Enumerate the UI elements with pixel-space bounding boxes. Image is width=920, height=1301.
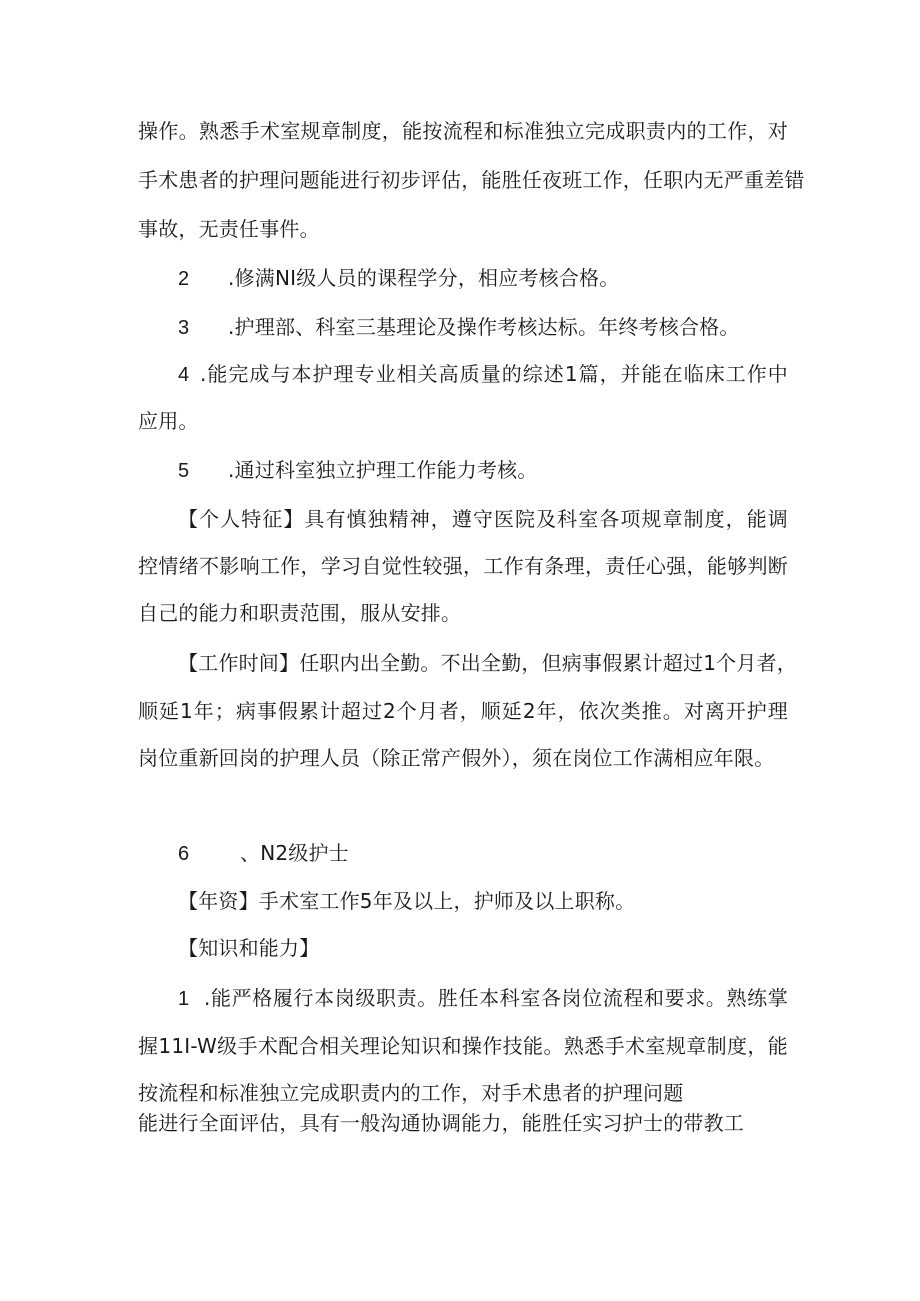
list-item-5 (178, 457, 788, 484)
section-title: 、N2级护士 (240, 841, 349, 865)
seniority-line: 【年资】手术室工作5年及以上，护师及以上职称。 (178, 889, 636, 913)
personal-line-3: 自己的能力和职责范围，服从安排。 (138, 601, 462, 625)
list-item-2 (178, 265, 788, 292)
para1-line-2: 手术患者的护理问题能进行初步评估，能胜任夜班工作，任职内无严重差错 (138, 168, 805, 192)
item-number: 1 (178, 988, 190, 1010)
item-number: 3 (178, 317, 190, 339)
worktime-line-1: 【工作时间】任职内出全勤。不出全勤，但病事假累计超过1个月者， (178, 651, 797, 675)
item1-line-3: 按流程和标准独立完成职责内的工作，对手术患者的护理问题 (138, 1081, 684, 1105)
worktime-line-2: 顺延1年；病事假累计超过2个月者，顺延2年，依次类推。对离开护理 (138, 699, 788, 723)
para1-line-3: 事故，无责任事件。 (138, 217, 320, 241)
item-text: .修满NI级人员的课程学分，相应考核合格。 (228, 266, 620, 290)
item-text: .能完成与本护理专业相关高质量的综述1篇，并能在临床工作中 (200, 362, 788, 386)
item-number: 4 (178, 364, 190, 386)
item-text: .能严格履行本岗级职责。胜任本科室各岗位流程和要求。熟练掌 (204, 986, 788, 1010)
item1-line-4: 能进行全面评估，具有一般沟通协调能力，能胜任实习护士的带教工 (138, 1111, 744, 1135)
item-number: 5 (178, 460, 190, 482)
para1-line-1: 操作。熟悉手术室规章制度，能按流程和标准独立完成职责内的工作，对 (138, 119, 788, 143)
item-number: 2 (178, 268, 190, 290)
item-text: .通过科室独立护理工作能力考核。 (228, 458, 538, 482)
list-item-4-cont: 应用。 (138, 409, 199, 433)
list-item-1 (178, 985, 788, 1012)
personal-line-1: 【个人特征】具有慎独精神，遵守医院及科室各项规章制度，能调 (178, 507, 788, 531)
section-heading-n2 (178, 840, 788, 867)
list-item-4 (178, 361, 788, 388)
item-text: .护理部、科室三基理论及操作考核达标。年终考核合格。 (228, 315, 740, 339)
knowledge-heading: 【知识和能力】 (178, 936, 320, 960)
section-number: 6 (178, 843, 190, 865)
list-item-3 (178, 314, 788, 341)
item1-line-2: 握11I-W级手术配合相关理论知识和操作技能。熟悉手术室规章制度，能 (138, 1034, 788, 1058)
worktime-line-3: 岗位重新回岗的护理人员（除正常产假外），须在岗位工作满相应年限。 (138, 746, 775, 770)
personal-line-2: 控情绪不影响工作，学习自觉性较强，工作有条理，责任心强，能够判断 (138, 554, 788, 578)
